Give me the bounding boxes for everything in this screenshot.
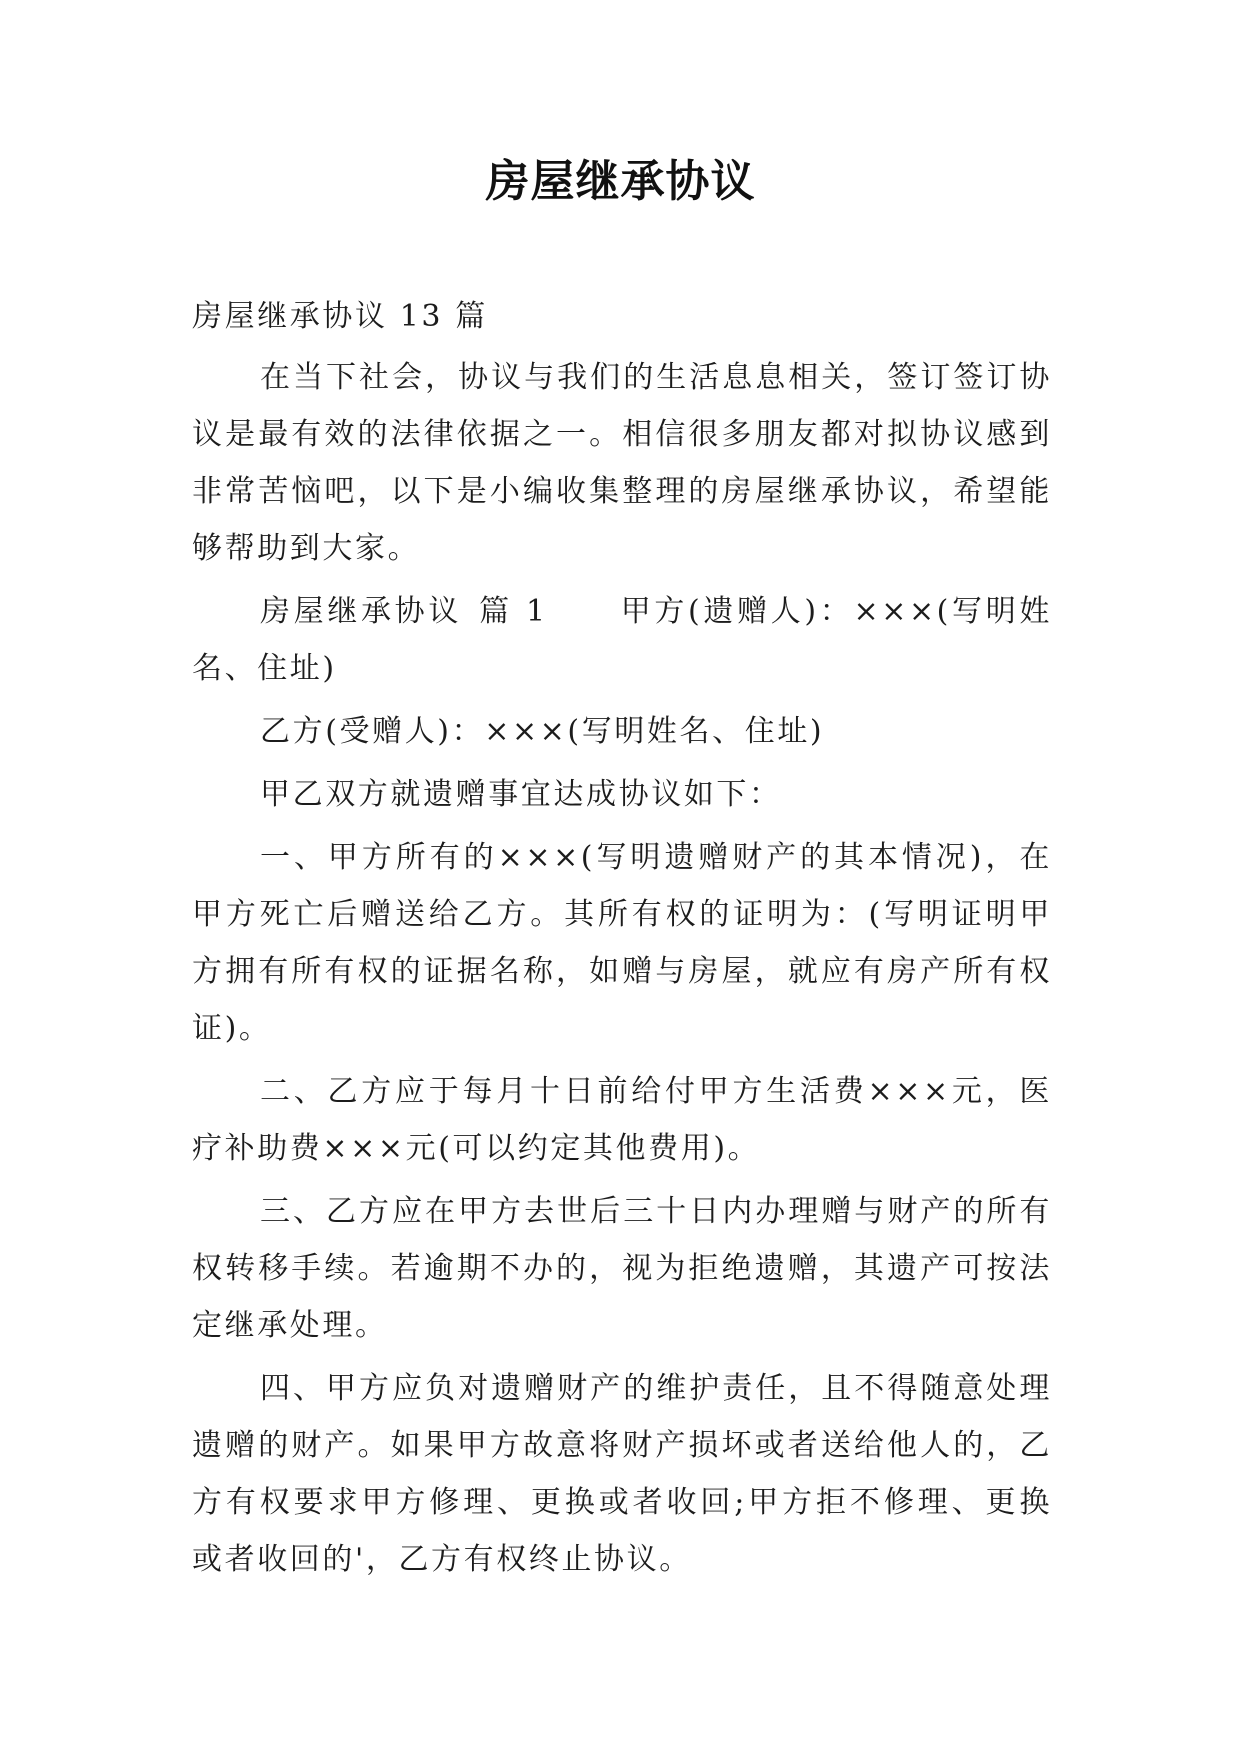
clause-2-paragraph: 二、乙方应于每月十日前给付甲方生活费×××元，医疗补助费×××元(可以约定其他费用)。 bbox=[192, 1074, 1052, 1166]
party-b-paragraph: 乙方(受赠人)：×××(写明姓名、住址) bbox=[260, 714, 825, 749]
section-label: 篇 1 bbox=[478, 594, 548, 629]
document-body bbox=[192, 288, 1052, 1588]
clause-1-paragraph: 一、甲方所有的×××(写明遗赠财产的其本情况)，在甲方死亡后赠送给乙方。其所有权的证明为：(写明证明甲方拥有所有权的证据名称，如赠与房屋，就应有房产所有权证)。 bbox=[192, 840, 1052, 1046]
section-1-paragraph bbox=[192, 583, 1052, 697]
party-a-paragraph: 甲方(遗赠人)：×××(写明姓名、住址) bbox=[192, 594, 1052, 686]
document-title: 房屋继承协议 bbox=[485, 156, 756, 207]
intro-paragraph: 在当下社会，协议与我们的生活息息相关，签订签订协议是最有效的法律依据之一。相信很多朋友都对拟协议感到非常苦恼吧，以下是小编收集整理的房屋继承协议，希望能够帮助到大家。 bbox=[192, 360, 1052, 566]
document-subtitle: 房屋继承协议 13 篇 bbox=[192, 299, 488, 334]
section-heading: 房屋继承协议 bbox=[260, 594, 463, 629]
clause-3-paragraph: 三、乙方应在甲方去世后三十日内办理赠与财产的所有权转移手续。若逾期不办的，视为拒绝遗赠，其遗产可按法定继承处理。 bbox=[192, 1194, 1052, 1343]
clause-4-paragraph: 四、甲方应负对遗赠财产的维护责任，且不得随意处理遗赠的财产。如果甲方故意将财产损坏或者送给他人的，乙方有权要求甲方修理、更换或者收回;甲方拒不修理、更换或者收回的'，乙方有权终止协议。 bbox=[192, 1371, 1052, 1577]
agreement-intro-paragraph: 甲乙双方就遗赠事宜达成协议如下： bbox=[260, 777, 782, 812]
